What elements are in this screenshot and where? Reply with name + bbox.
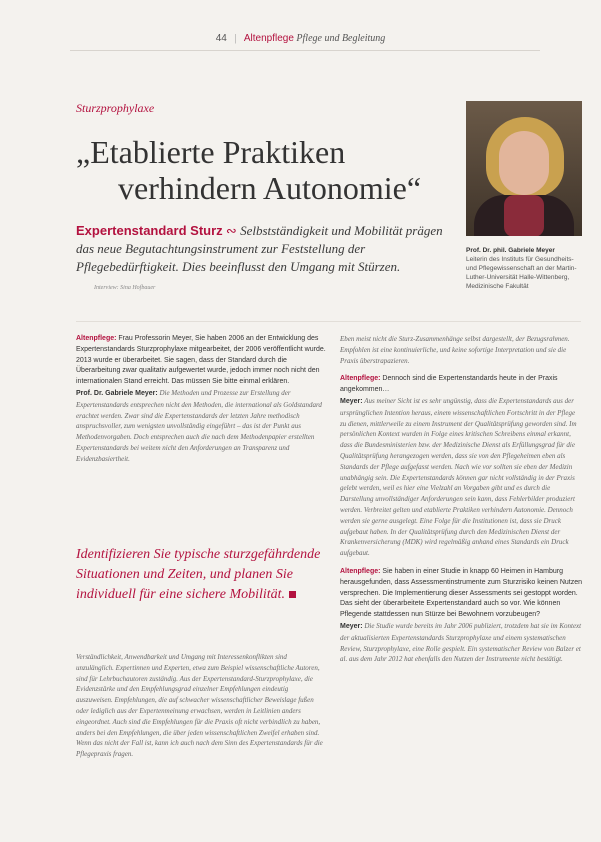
answer-2 <box>340 396 582 559</box>
column-left-bottom <box>76 652 326 760</box>
question-3-text: Sie haben in einer Studie in knapp 60 Heimen in Hamburg herausgefunden, dass Assessmentinstrumente zum Sturzrisiko keinen Nutzen versprechen. Die Implementierung dieser Assessments sei gestoppt worden. Das sieht der überarbeitete Expertenstandard auch so vor. Wie können Pflegende stattdessen nun Stürze bei Bewohnern vorzubeugen? <box>340 567 583 619</box>
portrait-photo <box>466 101 582 236</box>
answer-3 <box>340 621 582 665</box>
question-3-label: Altenpflege: <box>340 567 381 575</box>
question-1-label: Altenpflege: <box>76 335 117 342</box>
title-line-2: verhindern Autonomie“ <box>118 170 422 206</box>
title-line-1: „Etablierte Praktiken <box>76 134 346 170</box>
column-left-top <box>76 334 326 465</box>
pull-quote-text: Identifizieren Sie typische sturzgefährdende Situationen und Zeiten, und planen Sie individuell für eine sichere Mobilität. <box>76 547 321 602</box>
answer-1 <box>76 388 326 465</box>
lead-label: Expertenstandard Sturz <box>76 223 223 238</box>
swirl-icon: ∾ <box>225 223 237 238</box>
column-right <box>340 334 582 665</box>
header-divider <box>70 50 540 51</box>
section-divider <box>76 321 581 322</box>
question-1-text: Frau Professorin Meyer, Sie haben 2006 an der Entwicklung des Expertenstandards Sturzprophylaxe mitgearbeitet, der 2006 veröffentlicht wurde. 2013 wurde er überarbeitet. Sie sagen, dass der Standard durch die Überarbeitung zwar qualitativ aufgewertet wurde, jedoch immer noch nicht den internationalen Stand erreicht. Das müssen Sie bitte einmal erklären. <box>76 335 326 386</box>
caption-text: Leiterin des Instituts für Gesundheits- und Pflegewissenschaft an der Martin-Luther-Universität Halle-Wittenberg, Medizinische Fakultät <box>466 256 577 290</box>
answer-0: Eben meist nicht die Sturz-Zusammenhänge selbst dargestellt, der Bezugsrahmen. Empfohlen ist eine kontinuierliche, und keine sofortige Interpretation und sie die Praxis überstrapazieren. <box>340 335 570 365</box>
running-header <box>0 33 601 44</box>
answer-1-label: Prof. Dr. Gabriele Meyer: <box>76 389 158 397</box>
answer-1-text: Die Methoden und Prozesse zur Erstellung der Expertenstandards entsprechen nicht den Methoden, die international als Goldstandard erachtet werden. Zwar sind die Expertenstandards der letzten Jahre methodisch anspruchsvoller, zum wenigsten unvollständig eingeführt – das ist der Punkt aus Methodenvorgaben. Doch entsprechen auch die nach dem Methodenpapier erstellten Expertenstandards bei weitem nicht den Anforderungen an Transparenz und Evidenzbasiertheit. <box>76 388 322 463</box>
header-brand: Altenpflege <box>243 33 294 44</box>
question-3 <box>340 567 582 621</box>
lead-text: Selbstständigkeit und Mobilität prägen das neue Begutachtungsinstrument zur Feststellung der Pflegebedürftigkeit. Dies beeinflusst den Umgang mit Stürzen. <box>76 223 443 274</box>
answer-2-text: Aus meiner Sicht ist es sehr ungünstig, dass die Expertenstandards aus der ursprünglichen Intention heraus, einem wissenschaftlichen Fortschritt in der Pflege zu dienen, mittlerweile zu einem Instrument der Qualitätsprüfung geworden sind. Im persönlichen Kontext wurden in Folge eines kritischen Schreibens einmal erkannt, dass die Bundesministerien bzw. der Medizinische Dienst als Erfüllungsgrad für die Qualitätsprüfung herangezogen werden, dass sie von den Pflegeheimen eben als Standards der Pflege aufgefasst werden. Nach wie vor sollten sie eben der Medizin unabhängig sein. Die Expertenstandards können gar nicht vollständig in der Praxis gelebt werden, weil es hier eine Vielzahl an Vorgaben gibt und es durch die Darstellung unvollständiger Anforderungen sein kann, dass Fehlerbilder produziert werden. Verbreitet gelten und etablierte Praktiken verhindern Autonomie. Dennoch werden sie gerne ausgelegt. Eine Folge für die Institutionen ist, dass sie Druck aufgebaut haben. In der Qualitätsprüfung durch den Medizinischen Dienst der Krankenversicherung (MDK) wird regelmäßig anhand eines Standards ein Druck aufgebaut. <box>340 396 577 558</box>
page-number: 44 <box>215 33 227 44</box>
pull-quote <box>76 545 336 605</box>
end-square-icon <box>289 591 296 598</box>
article-kicker: Sturzprophylaxe <box>76 101 155 115</box>
question-1 <box>76 334 326 388</box>
answer-1-continued: Verständlichkeit, Anwendbarkeit und Umgang mit Interessenkonflikten sind unzulänglich. Expertinnen und Experten, etwa zum Beispiel wissenschaftliche Autoren, sind für Lehrbuchautoren zuständig. Aus der Expertenstandard-Sturzprophylaxe, die Evidenzstärke und den Empfehlungsgrad einzelner Empfehlungen eindeutig auszuweisen. Empfehlungen, die auf schwacher wissenschaftlicher Beweislage fußen oder lediglich aus der Expertenmeinung erwachsen, werden in Leitlinien anders eingeordnet. Auch sind die Empfehlungen für die Praxis oft nicht verbindlich zu haben, anders bei den Empfehlungen, die über jeden wissenschaftlichen Zweifel erhaben sind. Wenn das nicht der Fall ist, kann ich auch nach dem Sinn des Expertenstandards für die Pflegepraxis fragen. <box>76 653 323 759</box>
question-2-text: Dennoch sind die Expertenstandards heute in der Praxis angekommen… <box>340 375 558 394</box>
portrait-face <box>499 131 549 195</box>
header-separator: | <box>234 33 237 44</box>
header-section: Pflege und Begleitung <box>296 33 386 44</box>
lead-byline: Interview: Sina Hofbauer <box>94 285 156 291</box>
caption-name: Prof. Dr. phil. Gabriele Meyer <box>466 247 555 254</box>
question-2-label: Altenpflege: <box>340 375 381 383</box>
article-title <box>76 134 421 206</box>
article-lead <box>76 222 446 297</box>
answer-3-text: Die Studie wurde bereits im Jahr 2006 publiziert, trotzdem hat sie im Kontext der aktualisierten Expertenstandards Sturzprophylaxe und einem systematischen Review, Sturzprophylaxe, eine Rolle gespielt. Ein systematischer Review von Balzer et al. aus dem Jahr 2012 hat ebenfalls den Nutzen der Instrumente nicht bestätigt. <box>340 621 582 664</box>
answer-2-label: Meyer: <box>340 397 363 405</box>
answer-3-label: Meyer: <box>340 622 363 630</box>
question-2 <box>340 374 582 396</box>
photo-caption <box>466 246 586 291</box>
portrait-scarf <box>504 195 544 236</box>
